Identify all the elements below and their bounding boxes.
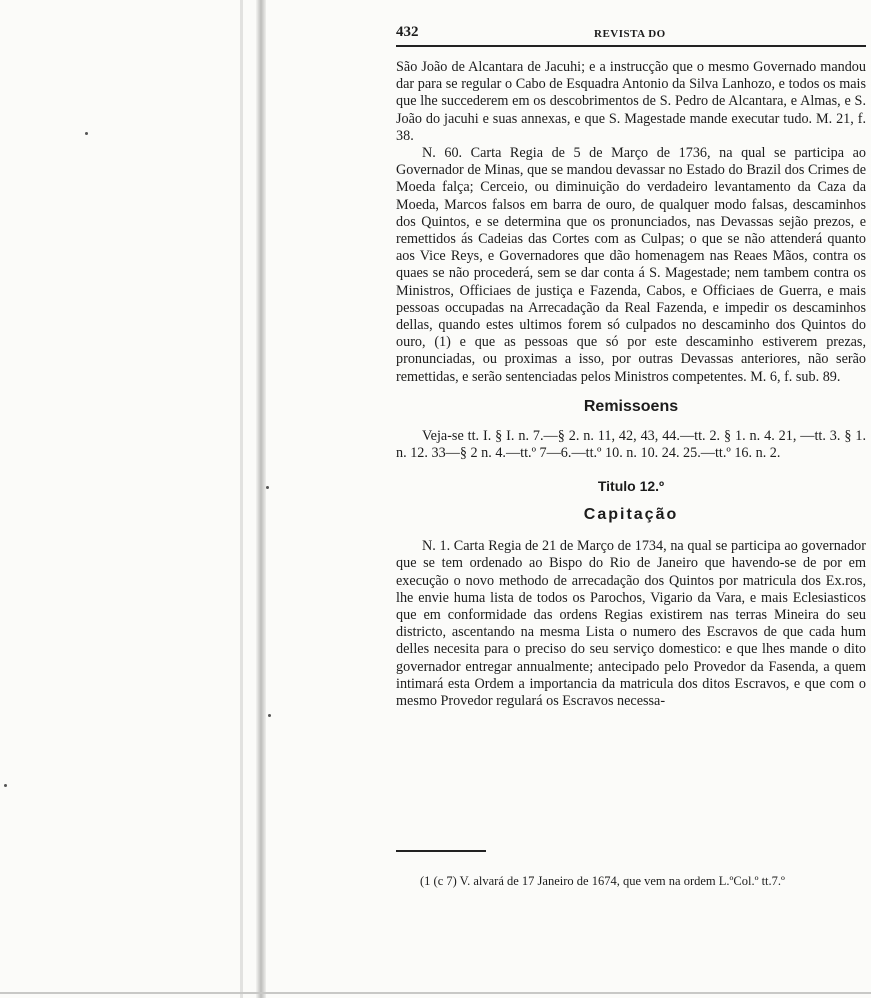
footnote-rule (396, 850, 486, 852)
scan-speck (85, 132, 88, 135)
paragraph-continuation: São João de Alcantara de Jacuhi; e a instrucção que o mesmo Governado mandou dar para se regular o Cabo de Esquadra Antonio da Silva Lanhozo, e todos os mais que lhe succederem em os descobrimentos de S. Pedro de Alcantara, e Almas, e S. João do jacuhi e suas annexas, e que S. Magestade mande executar tudo. M. 21, f. 38. (396, 59, 866, 144)
header-rule (396, 45, 866, 47)
body-text (396, 59, 866, 710)
page-edge (240, 0, 243, 998)
paragraph-n60: N. 60. Carta Regia de 5 de Março de 1736, na qual se participa ao Governador de Minas, que se mandou devassar no Estado do Brazil dos Crimes de Moeda falça; Cerceio, ou diminuição do verdadeiro levantamento da Caza da Moeda, Marcos falsos em barra de ouro, de qualquer modo falsas, descaminhos dos Quintos, e se determina que os pronunciados, nas Devassas sejão prezos, e remettidos ás Cadeias das Cortes com as Culpas; o que se não attenderá quanto aos Vice Reys, e Governadores que dão homenagem nas Reaes Mãos, contra os quaes se não procederá, sem se dar conta á S. Magestade; nem tambem contra os Ministros, Officiaes de justiça e Fazenda, Cabos, e Officiaes de Guerra, e mais pessoas occupadas na Arrecadação da Real Fazenda, e impedir os descaminhos dellas, quando estes ultimos forem só culpados no descaminho dos Quintos do ouro, (1) e que as pessoas que só por este descaminho estiverem prezas, pronunciadas, ou proximas a isso, por outras Devassas anteriores, não serão remettidas, e serão sentenciadas pelos Ministros competentes. M. 6, f. sub. 89. (396, 145, 866, 385)
scan-speck (4, 784, 7, 787)
titulo-heading: Titulo 12.º (597, 478, 665, 495)
remissoens-paragraph: Veja-se tt. I. § I. n. 7.—§ 2. n. 11, 42, 43, 44.—tt. 2. § 1. n. 4. 21, —tt. 3. § 1. n. 12. 33—§ 2 n. 4.—tt.º 7—6.—tt.º 10. n. 10. 24. 25.—tt.º 16. n. 2. (396, 427, 866, 462)
scan-bottom-edge (0, 992, 871, 994)
paragraph-n1: N. 1. Carta Regia de 21 de Março de 1734, na qual se participa ao governador que se tem ordenado ao Bispo do Rio de Janeiro que havendo-se de por em execução o novo methodo de arrecadação dos Quintos por matricula dos Ex.ros, lhe envie huma lista de todos os Parochos, Vigario da Vara, e mais Eclesiasticos que em conformidade das ordens Regias existirem nas terras Mineira do seu districto, ascentando na mesma Lista o numero des Escravos de que cada hum delles necesita para o preciso do seu serviço domestico: e que lhes mande o dito governador entregar annualmente; antecipado pelo Provedor da Fasenda, a quem intimará esta Ordem a importancia da matricula dos ditos Escravos, e que com o mesmo Provedor regulará os Escravos necessa- (396, 538, 866, 710)
book-binding-shadow (256, 0, 266, 998)
footnote: (1 (c 7) V. alvará de 17 Janeiro de 1674, que vem na ordem L.ºCol.º tt.7.º (420, 874, 785, 888)
scan-speck (266, 486, 269, 489)
running-head: REVISTA DO (594, 28, 666, 40)
capitacao-heading: Capitação (583, 506, 679, 524)
scan-speck (268, 714, 271, 717)
page (396, 22, 866, 710)
page-header (396, 22, 866, 44)
page-number: 432 (396, 24, 419, 40)
remissoens-heading: Remissoens (583, 397, 679, 415)
